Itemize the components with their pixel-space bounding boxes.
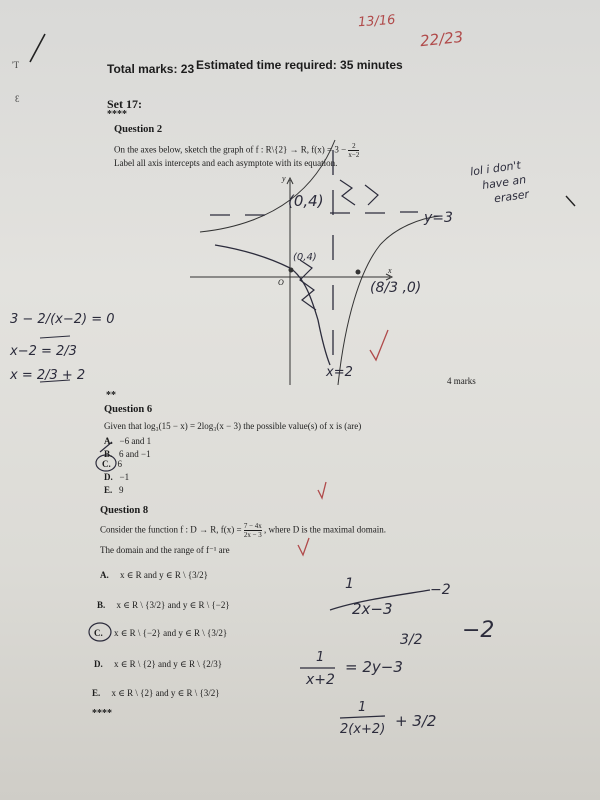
margin-mark-b: Ɛ (15, 94, 20, 104)
margin-stroke (30, 34, 45, 62)
hw-q8-9: 1 (358, 700, 367, 715)
q8-frac: $\frac{7 - 4x}{2x - 3}$ (243, 522, 262, 539)
asymptote-y3 (210, 212, 418, 215)
hw-note-3: eraser (493, 187, 530, 206)
q2-axis-x: x (388, 266, 392, 275)
margin-mark-a: 'T (12, 60, 20, 70)
hw-q8-2: 2x−3 (352, 600, 393, 618)
hw-line-3 (340, 716, 385, 718)
hw-x-int: (8/3 ,0) (370, 280, 422, 296)
q8-stars-after: **** (92, 708, 112, 719)
hw-curve-left (215, 245, 330, 365)
hw-work-2: x−2 = 2/3 (10, 344, 77, 359)
set-label: Set 17: (107, 97, 142, 111)
hw-q8-8: = 2y−3 (345, 658, 403, 676)
q6-option-d[interactable]: D. −1 (104, 472, 130, 482)
q6-option-b[interactable]: B. 6 and −1 (104, 449, 151, 459)
hw-q8-7: x+2 (306, 672, 335, 688)
q8-option-d[interactable]: D. x ∈ R \ {2} and y ∈ R \ {2/3} (94, 659, 223, 669)
q6-option-c[interactable]: C. 6 (102, 459, 122, 469)
red-tick-q2 (370, 330, 388, 360)
q6-stem: Given that log₃(15 − x) = 2log₃(x − 3) the possible value(s) of x is (are) (104, 421, 362, 431)
q8-title: Question 8 (100, 505, 149, 516)
hw-q8-6: 1 (316, 650, 325, 665)
q8-domain-line: The domain and the range of f⁻¹ are (100, 545, 230, 555)
q2-line1 (114, 142, 359, 159)
hw-y-asym: y=3 (424, 210, 453, 226)
q2-stars-after: ** (106, 390, 116, 401)
q8-option-e[interactable]: E. x ∈ R \ {2} and y ∈ R \ {3/2} (92, 688, 220, 698)
hw-x-asym: x=2 (326, 365, 353, 380)
hw-note-1: lol i don't (469, 158, 522, 179)
total-marks: Total marks: 23 (107, 62, 195, 76)
hw-point-1: (0,4) (288, 192, 324, 210)
q6-option-a[interactable]: A. −6 and 1 (104, 436, 152, 446)
point-origin (289, 268, 294, 273)
score-page-total: 13/16 (357, 12, 396, 31)
hw-note-2: have an (481, 172, 527, 193)
q8-option-b[interactable]: B. x ∈ R \ {3/2} and y ∈ R \ {−2} (97, 600, 230, 610)
hw-work-1: 3 − 2/(x−2) = 0 (10, 312, 115, 327)
hw-q8-10: 2(x+2) (340, 722, 386, 737)
q6-title: Question 6 (104, 404, 153, 415)
hw-work-3: x = 2/3 + 2 (10, 368, 86, 383)
edge-mark (566, 196, 575, 206)
score-final: 22/23 (419, 27, 465, 51)
q2-origin: O (278, 278, 284, 287)
time-required: Estimated time required: 35 minutes (196, 58, 403, 72)
q8-option-a[interactable]: A. x ∈ R and y ∈ R \ {3/2} (100, 570, 208, 580)
red-tick-q8 (298, 538, 309, 555)
point-x-int (356, 270, 361, 275)
q6-option-e[interactable]: E. 9 (104, 485, 124, 495)
q2-axis-y: y (282, 174, 286, 183)
hw-q8-1: 1 (345, 576, 354, 592)
hw-point-2: (0,4) (293, 252, 317, 263)
hw-q8-5: −2 (462, 618, 495, 643)
stars-top: **** (107, 109, 127, 120)
q2-line1-a: On the axes below, sketch the graph of (114, 144, 254, 155)
q2-frac-den: x−2 (348, 151, 360, 159)
printed-curve-right (338, 216, 440, 385)
q8-stem: Consider the function f : D → R, f(x) = $\frac{7 - 4x}{2x - 3}$ , where D is the maximal domain. (100, 522, 387, 539)
hw-q8-3: −2 (430, 582, 451, 598)
q2-marks: 4 marks (447, 376, 476, 386)
q2-func: f : R\{2} → R, f(x) = 3 − (255, 144, 347, 155)
q8-option-c[interactable]: C. x ∈ R \ {−2} and y ∈ R \ {3/2} (94, 628, 228, 638)
red-tick-q6 (318, 482, 326, 498)
q2-frac (348, 142, 359, 159)
q2-frac-num: 2 (352, 142, 356, 150)
hw-q8-4: 3/2 (400, 632, 423, 648)
q2-title: Question 2 (114, 124, 163, 135)
hw-q8-11: + 3/2 (395, 712, 437, 730)
q2-line2: Label all axis intercepts and each asymptote with its equation. (114, 158, 338, 168)
